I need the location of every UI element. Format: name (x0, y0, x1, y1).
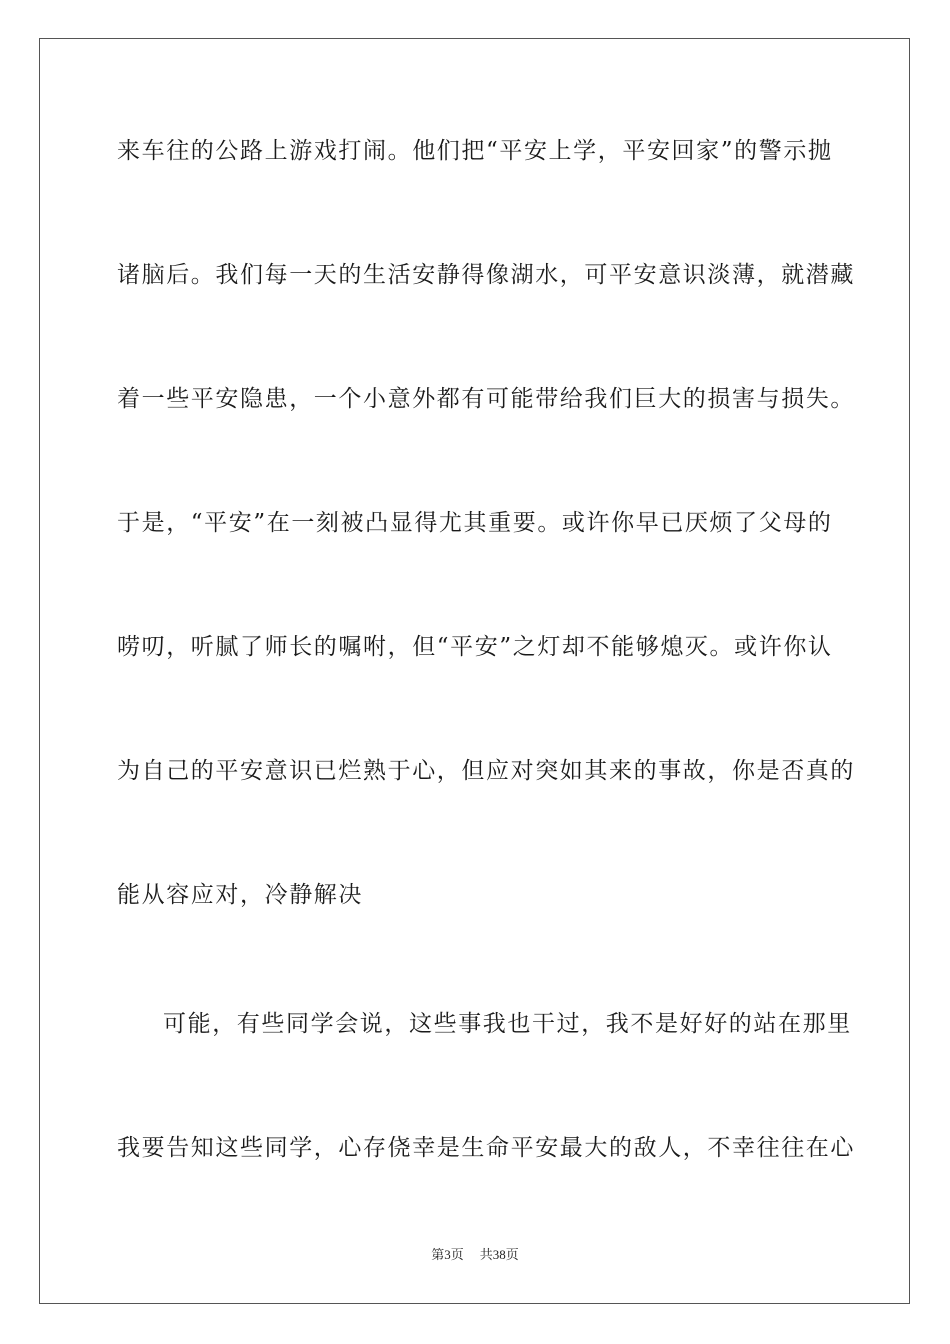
text-line: 为自己的平安意识已烂熟于心，但应对突如其来的事故，你是否真的 (117, 758, 855, 784)
page-border (39, 38, 910, 1304)
text-line: 能从容应对，冷静解决 (117, 882, 363, 908)
paragraph-first-line: 可能，有些同学会说，这些事我也干过，我不是好好的站在那里 (163, 1011, 852, 1037)
page-footer (0, 1246, 950, 1264)
text-line: 来车往的公路上游戏打闹。他们把“平安上学，平安回家”的警示抛 (117, 138, 833, 164)
page-number: 第3页 (431, 1247, 464, 1262)
text-line: 着一些平安隐患，一个小意外都有可能带给我们巨大的损害与损失。 (117, 386, 855, 412)
text-line: 于是，“平安”在一刻被凸显得尤其重要。或许你早已厌烦了父母的 (117, 510, 833, 536)
page-total: 共38页 (479, 1247, 519, 1262)
text-line: 我要告知这些同学，心存侥幸是生命平安最大的敌人，不幸往往在心 (117, 1135, 855, 1161)
text-line: 诸脑后。我们每一天的生活安静得像湖水，可平安意识淡薄，就潜藏 (117, 262, 855, 288)
text-line: 唠叨，听腻了师长的嘱咐，但“平安”之灯却不能够熄灭。或许你认 (117, 634, 833, 660)
